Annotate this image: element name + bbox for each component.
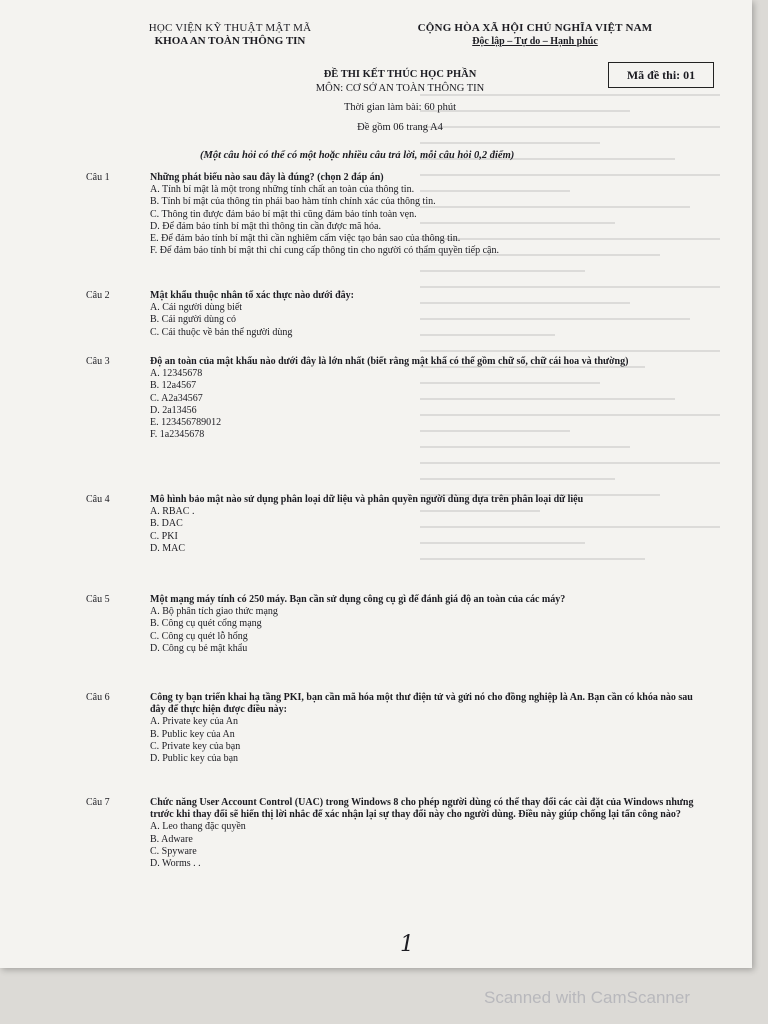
option-b: B. Tính bí mật của thông tin phải bao hàm tính chính xác của thông tin.: [150, 196, 436, 208]
option-c: C. Cái thuộc về bản thể người dùng: [150, 326, 293, 338]
option-b: B. Công cụ quét cổng mạng: [150, 618, 262, 630]
question-number: Câu 1: [86, 172, 110, 183]
option-a: A. RBAC .: [150, 506, 195, 518]
option-e: E. Để đảm bảo tính bí mật thì cần nghiêm cấm việc tạo bản sao của thông tin.: [150, 233, 461, 245]
exam-title: ĐỀ THI KẾT THÚC HỌC PHẦN: [323, 69, 477, 80]
option-b: B. Public key của An: [150, 728, 235, 740]
option-c: C. Công cụ quét lỗ hổng: [150, 630, 248, 642]
exam-title-block: [250, 68, 550, 134]
option-c: C. Thông tin được đảm bảo bí mật thì cũng đảm bảo tính toàn vẹn.: [150, 208, 417, 220]
exam-subject: MÔN: CƠ SỞ AN TOÀN THÔNG TIN: [315, 82, 485, 94]
question-stem: Một mạng máy tính có 250 máy. Bạn cần sử dụng công cụ gì để đánh giá độ an toàn của các máy?: [150, 594, 566, 605]
option-d: D. 2a13456: [150, 404, 197, 416]
country-name: CỘNG HÒA XÃ HỘI CHỦ NGHĨA VIỆT NAM: [417, 22, 653, 34]
institution-name: HỌC VIỆN KỸ THUẬT MẬT MÃ: [148, 22, 312, 34]
national-header: [400, 22, 670, 48]
option-c: C. Spyware: [150, 845, 197, 857]
question-number: Câu 2: [86, 290, 110, 301]
option-d: D. Worms . .: [150, 858, 201, 870]
question-number: Câu 3: [86, 356, 110, 367]
faculty-name: KHOA AN TOÀN THÔNG TIN: [154, 35, 306, 47]
option-c: C. A2a34567: [150, 392, 203, 404]
exam-pages: Đề gồm 06 trang A4: [357, 121, 443, 133]
exam-note: (Một câu hỏi có thể có một hoặc nhiều câu trả lời, mỗi câu hỏi 0,2 điểm): [200, 150, 515, 161]
option-f: F. Để đảm bảo tính bí mật thì chỉ cung cấp thông tin cho người có thẩm quyền tiếp cận.: [150, 245, 499, 257]
question-number: Câu 5: [86, 594, 110, 605]
question-number: Câu 7: [86, 797, 110, 808]
option-a: A. Tính bí mật là một trong những tính chất an toàn của thông tin.: [150, 184, 415, 196]
option-a: A. Cái người dùng biết: [150, 302, 243, 314]
question-stem: Mô hình bảo mật nào sử dụng phân loại dữ liệu và phân quyền người dùng dựa trên phân loại dữ liệu: [150, 494, 584, 505]
option-b: B. Cái người dùng có: [150, 314, 236, 326]
institution-header: [130, 22, 330, 48]
camscanner-watermark: Scanned with CamScanner: [483, 988, 690, 1007]
question-stem: Chức năng User Account Control (UAC) trong Windows 8 cho phép người dùng có thể thay đổi các cài đặt của Windows nhưng trước khi thay đổi sẽ hiển thị lời nhắc để xác nhận lại sự thay đổi này cho người dùng. Điều này giúp chống lại tấn công nào?: [150, 797, 694, 821]
motto: Độc lập – Tự do – Hạnh phúc: [472, 36, 598, 47]
question-number: Câu 6: [86, 692, 110, 703]
option-f: F. 1a2345678: [150, 429, 205, 441]
option-c: C. Private key của bạn: [150, 740, 241, 752]
question-stem: Mật khẩu thuộc nhân tố xác thực nào dưới đây:: [150, 290, 354, 301]
option-a: A. Private key của An: [150, 716, 239, 728]
option-b: B. DAC: [150, 518, 183, 530]
option-d: D. Để đảm bảo tính bí mật thì thông tin cần được mã hóa.: [150, 220, 381, 232]
option-b: B. Adware: [150, 833, 193, 845]
option-a: A. Leo thang đặc quyền: [150, 821, 246, 833]
option-b: B. 12a4567: [150, 380, 197, 392]
question-stem: Những phát biểu nào sau đây là đúng? (chọn 2 đáp án): [150, 172, 384, 183]
option-a: A. 12345678: [150, 368, 203, 380]
question-stem: Công ty bạn triển khai hạ tầng PKI, bạn cần mã hóa một thư điện tử và gửi nó cho đồng nghiệp là An. Bạn cần có khóa nào sau đây để thực hiện được điều này:: [150, 692, 693, 716]
question-number: Câu 4: [86, 494, 110, 505]
question-stem: Độ an toàn của mật khẩu nào dưới đây là lớn nhất (biết rằng mật khẩ có thể gồm chữ số, chữ cái hoa và thường): [150, 356, 629, 367]
option-e: E. 123456789012: [150, 417, 222, 429]
exam-duration: Thời gian làm bài: 60 phút: [344, 102, 456, 113]
option-d: D. Public key của bạn: [150, 753, 239, 765]
option-d: D. Công cụ bẻ mật khẩu: [150, 642, 248, 654]
handwritten-page-number: 1: [400, 932, 414, 957]
exam-code-box: Mã đề thi: 01: [608, 62, 714, 88]
option-a: A. Bộ phân tích giao thức mạng: [150, 606, 278, 618]
option-d: D. MAC: [150, 542, 186, 554]
option-c: C. PKI: [150, 530, 178, 542]
